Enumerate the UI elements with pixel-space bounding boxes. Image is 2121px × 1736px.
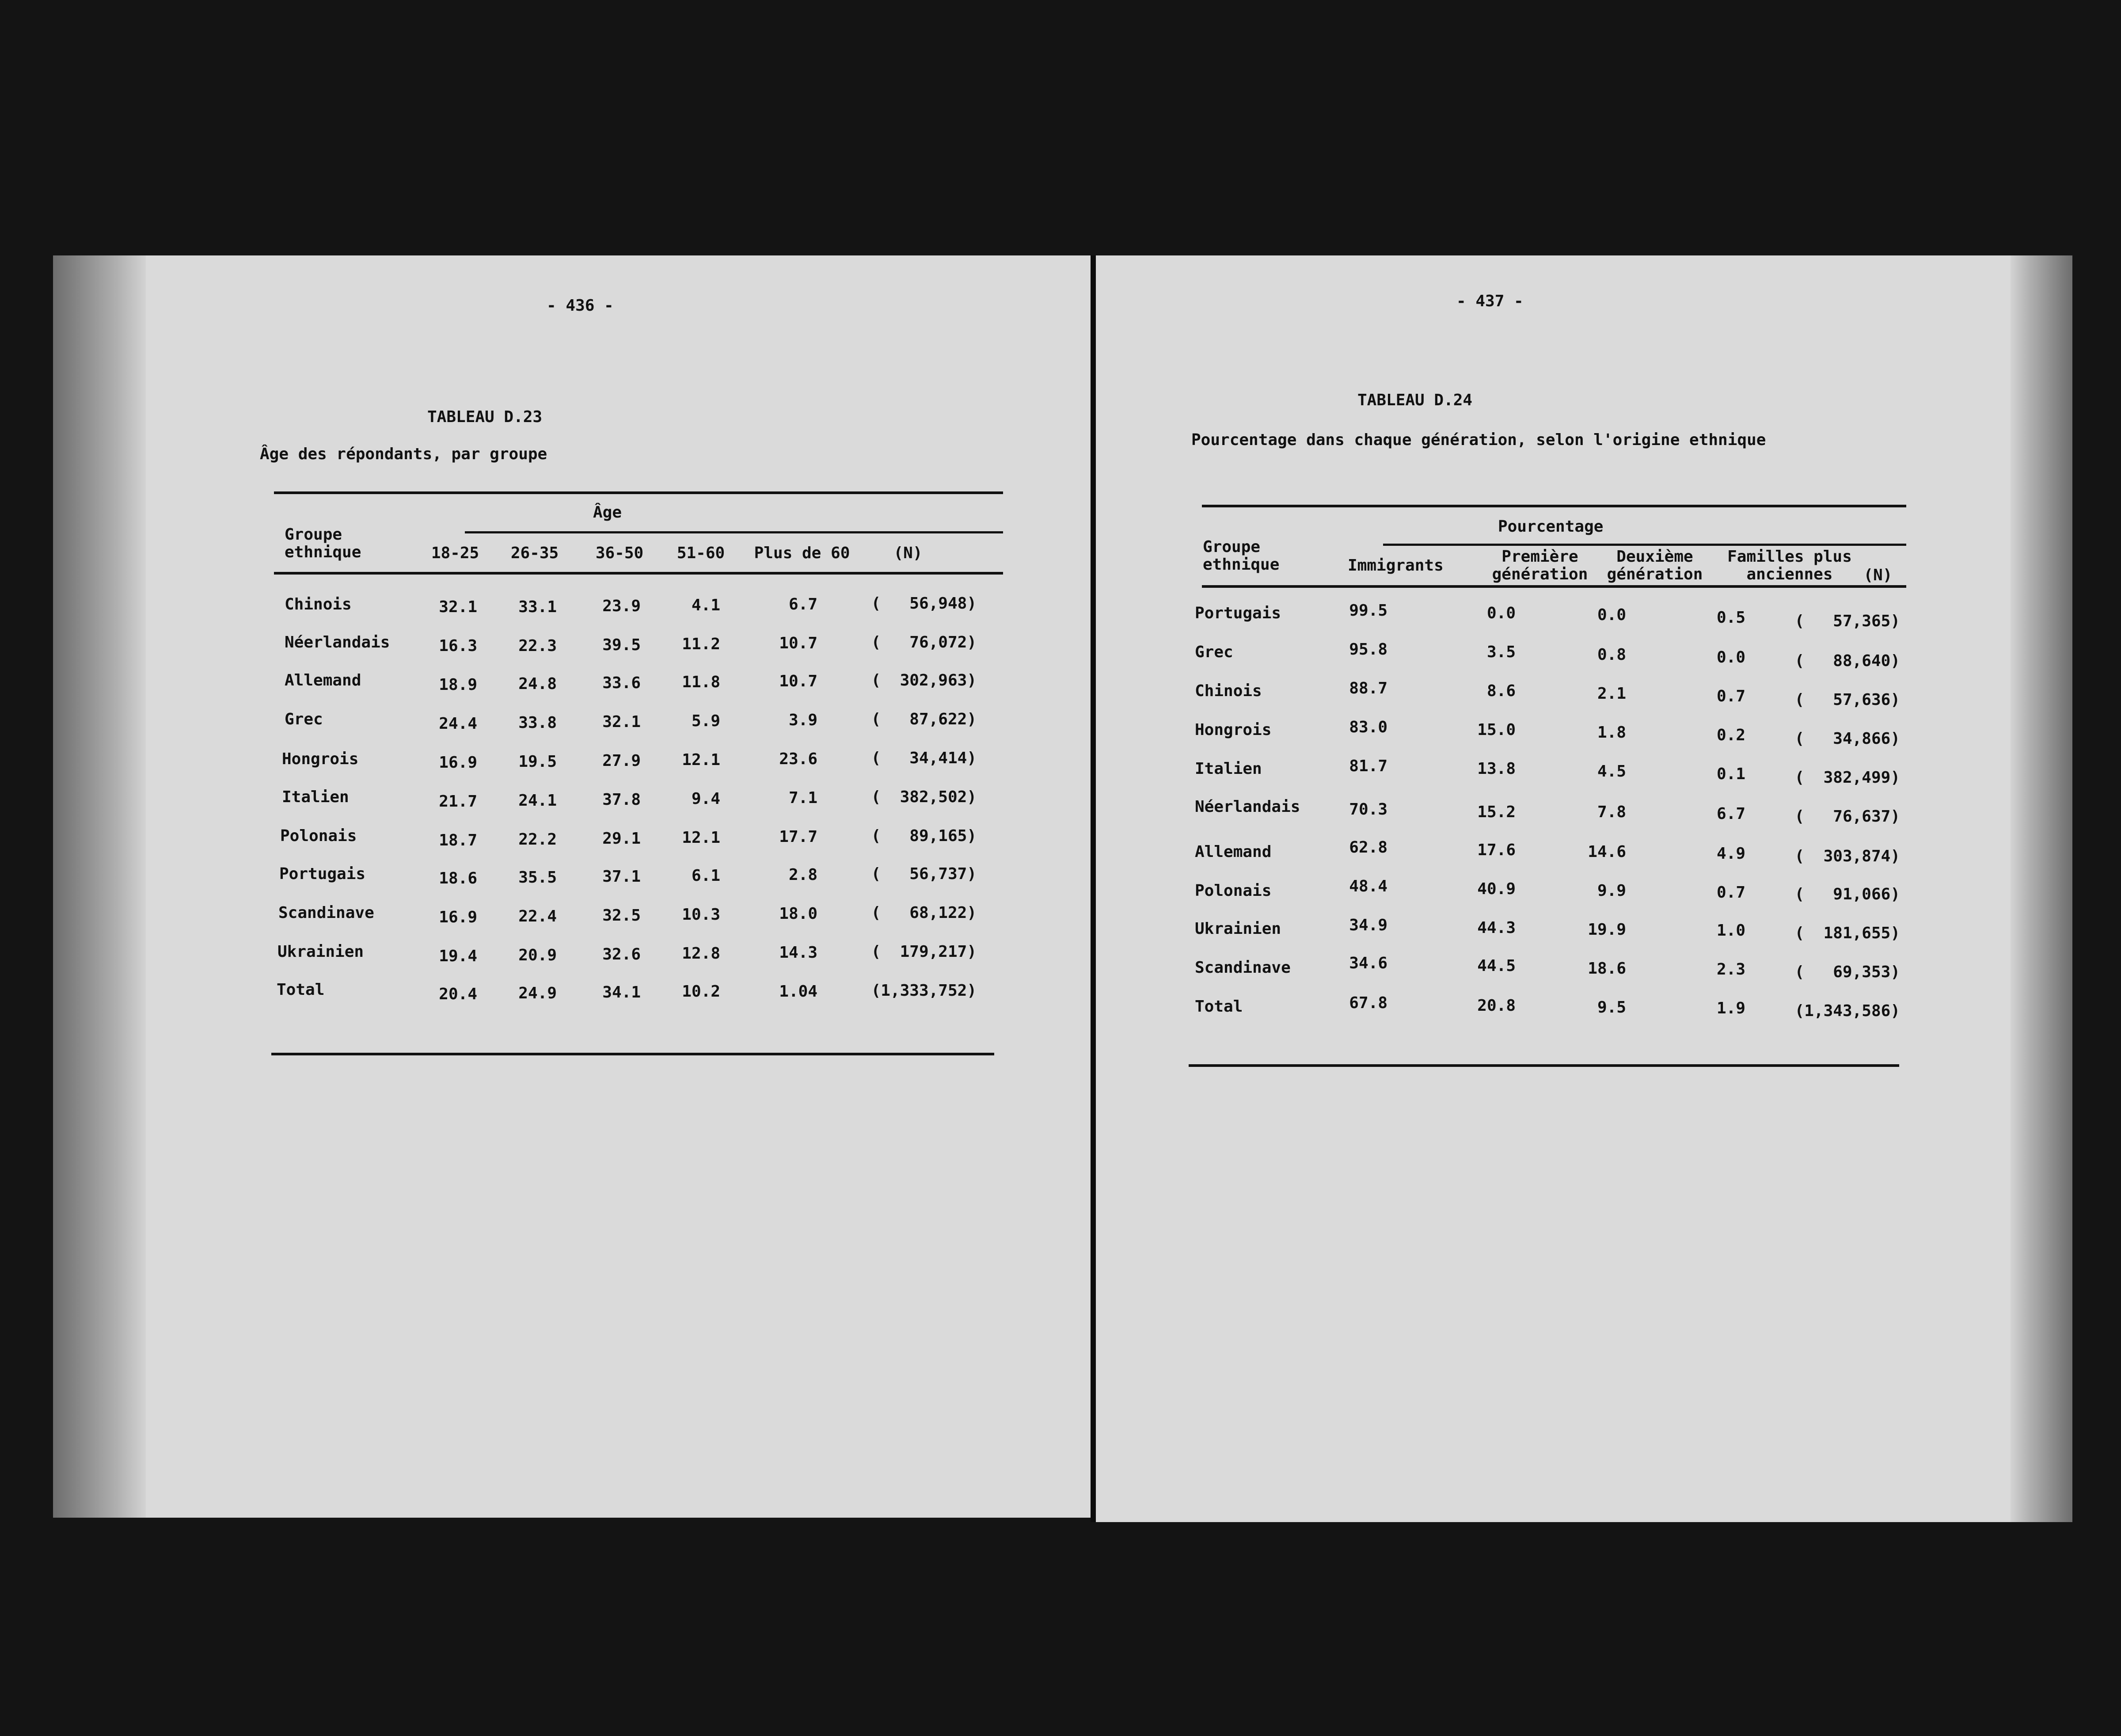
cell-older-families: 4.9 [1716,845,1745,863]
cell-over-60: 1.04 [779,982,817,1001]
cell-first-generation: 44.3 [1477,919,1516,937]
cell-n: ( 56,737) [871,865,977,883]
cell-first-generation: 20.8 [1477,997,1516,1015]
cell-over-60: 10.7 [779,634,817,652]
table-title: Pourcentage dans chaque génération, selon l'origine ethnique [1191,431,1766,449]
cell-over-60: 18.0 [779,905,817,923]
cell-older-families: 2.3 [1716,960,1745,978]
cell-26-35: 24.9 [518,984,557,1002]
cell-over-60: 14.3 [779,944,817,962]
right-page [1096,255,2072,1522]
row-label: Polonais [1195,882,1272,900]
cell-51-60: 10.2 [682,982,720,1001]
cell-second-generation: 1.8 [1597,723,1626,742]
book-gutter [1091,255,1096,1522]
cell-n: ( 302,963) [871,671,977,689]
percent-span-header: Pourcentage [1498,518,1604,536]
cell-second-generation: 14.6 [1588,843,1626,861]
header-36-50: 36-50 [595,544,644,562]
cell-26-35: 22.2 [518,830,557,849]
cell-18-25: 32.1 [439,598,477,616]
cell-51-60: 4.1 [691,596,720,614]
cell-first-generation: 44.5 [1477,957,1516,975]
cell-n: ( 91,066) [1794,885,1900,903]
row-label: Hongrois [1195,721,1272,739]
row-label: Portugais [1195,604,1281,622]
cell-26-35: 24.1 [518,792,557,810]
cell-18-25: 20.4 [439,985,477,1003]
cell-immigrants: 88.7 [1349,679,1387,697]
header-ethnic-group: Groupe ethnique [285,525,361,561]
row-label: Allemand [1195,843,1272,861]
cell-immigrants: 62.8 [1349,838,1387,857]
row-label: Scandinave [278,904,374,922]
row-label: Polonais [280,827,357,845]
cell-second-generation: 7.8 [1597,803,1626,821]
cell-first-generation: 40.9 [1477,880,1516,898]
cell-36-50: 27.9 [602,752,641,770]
cell-second-generation: 9.5 [1597,998,1626,1016]
cell-n: ( 88,640) [1794,652,1900,670]
cell-immigrants: 48.4 [1349,877,1387,895]
cell-older-families: 0.7 [1716,687,1745,705]
row-label: Hongrois [282,750,359,768]
cell-51-60: 9.4 [691,790,720,808]
cell-n: ( 303,874) [1794,847,1900,865]
cell-immigrants: 70.3 [1349,800,1387,819]
cell-n: ( 57,365) [1794,612,1900,630]
cell-second-generation: 4.5 [1597,762,1626,780]
row-label: Chinois [285,595,352,613]
cell-51-60: 12.1 [682,829,720,847]
cell-n: ( 179,217) [871,943,977,961]
row-label: Total [277,981,325,999]
cell-first-generation: 3.5 [1486,643,1516,661]
page-edge-shadow [53,255,146,1518]
cell-n: ( 34,866) [1794,730,1900,748]
cell-first-generation: 13.8 [1477,760,1516,778]
cell-first-generation: 17.6 [1477,841,1516,859]
cell-second-generation: 0.0 [1597,606,1626,624]
row-label: Scandinave [1195,959,1291,977]
cell-n: ( 34,414) [871,749,977,767]
cell-over-60: 7.1 [788,789,817,807]
page-edge-shadow [2011,255,2072,1522]
cell-over-60: 3.9 [788,711,817,729]
cell-26-35: 20.9 [518,946,557,964]
header-51-60: 51-60 [677,544,725,562]
left-page [53,255,1091,1518]
cell-n: ( 89,165) [871,827,977,845]
cell-second-generation: 18.6 [1588,959,1626,978]
cell-over-60: 2.8 [788,866,817,884]
cell-26-35: 33.1 [518,598,557,616]
cell-51-60: 12.1 [682,751,720,769]
row-label: Néerlandais [1195,798,1300,816]
cell-36-50: 33.6 [602,674,641,692]
header-n: (N) [893,544,923,562]
cell-36-50: 34.1 [602,983,641,1001]
row-label: Ukrainien [1195,920,1281,938]
header-ethnic-group: Groupe ethnique [1203,538,1280,574]
cell-n: ( 87,622) [871,710,977,728]
cell-immigrants: 95.8 [1349,640,1387,659]
cell-immigrants: 67.8 [1349,994,1387,1012]
cell-51-60: 12.8 [682,944,720,963]
cell-36-50: 29.1 [602,830,641,848]
cell-36-50: 32.6 [602,945,641,963]
row-label: Néerlandais [285,633,390,651]
cell-n: ( 56,948) [871,594,977,613]
cell-51-60: 10.3 [682,906,720,924]
age-span-rule [465,531,1003,533]
table-bottom-rule [1189,1064,1899,1067]
cell-n: ( 181,655) [1794,924,1900,942]
page-number: - 437 - [1456,292,1524,310]
header-older-families: Familles plus anciennes [1727,548,1852,583]
cell-n: ( 76,637) [1794,807,1900,826]
header-18-25: 18-25 [431,544,479,562]
cell-immigrants: 99.5 [1349,602,1387,620]
table-bottom-rule [271,1053,994,1055]
cell-immigrants: 34.6 [1349,954,1387,972]
header-first-generation: Première génération [1492,548,1588,583]
cell-n: ( 68,122) [871,904,977,922]
cell-n: (1,343,586) [1794,1002,1900,1020]
cell-26-35: 22.3 [518,637,557,655]
cell-18-25: 16.9 [439,754,477,772]
page-number: - 436 - [547,297,614,315]
cell-18-25: 24.4 [439,715,477,733]
cell-second-generation: 0.8 [1597,646,1626,664]
cell-26-35: 24.8 [518,675,557,693]
header-bottom-rule [274,572,1003,575]
cell-over-60: 10.7 [779,672,817,690]
cell-51-60: 6.1 [691,867,720,885]
cell-51-60: 11.8 [682,673,720,691]
cell-older-families: 1.0 [1716,921,1745,940]
row-label: Grec [285,710,323,728]
cell-36-50: 23.9 [602,597,641,615]
cell-immigrants: 81.7 [1349,757,1387,775]
cell-51-60: 5.9 [691,712,720,730]
cell-older-families: 0.5 [1716,609,1745,627]
table-title: Âge des répondants, par groupe [260,445,547,463]
cell-first-generation: 15.0 [1477,721,1516,739]
cell-second-generation: 19.9 [1588,921,1626,939]
cell-over-60: 6.7 [788,595,817,613]
percent-span-rule [1383,544,1906,546]
cell-36-50: 37.1 [602,868,641,886]
row-label: Italien [1195,760,1262,778]
cell-second-generation: 2.1 [1597,685,1626,703]
cell-older-families: 0.7 [1716,883,1745,902]
cell-26-35: 22.4 [518,907,557,925]
cell-older-families: 6.7 [1716,805,1745,823]
cell-n: (1,333,752) [871,982,977,1000]
cell-51-60: 11.2 [682,635,720,653]
cell-n: ( 76,072) [871,633,977,651]
cell-n: ( 382,502) [871,788,977,806]
row-label: Italien [282,788,349,806]
cell-26-35: 19.5 [518,753,557,771]
cell-older-families: 0.1 [1716,765,1745,783]
header-n: (N) [1863,566,1893,584]
cell-n: ( 69,353) [1794,963,1900,981]
header-second-generation: Deuxième génération [1607,548,1703,583]
row-label: Ukrainien [277,943,364,961]
cell-older-families: 1.9 [1716,999,1745,1017]
cell-18-25: 18.7 [439,831,477,849]
cell-36-50: 32.1 [602,713,641,731]
cell-immigrants: 83.0 [1349,718,1387,736]
header-26-35: 26-35 [510,544,559,562]
row-label: Chinois [1195,682,1262,700]
cell-18-25: 18.6 [439,869,477,887]
table-top-rule [274,491,1003,494]
cell-n: ( 382,499) [1794,769,1900,787]
cell-second-generation: 9.9 [1597,882,1626,900]
table-id: TABLEAU D.23 [427,408,543,426]
table-id: TABLEAU D.24 [1357,391,1473,409]
header-immigrants: Immigrants [1348,556,1444,575]
cell-36-50: 37.8 [602,791,641,809]
cell-immigrants: 34.9 [1349,916,1387,934]
cell-over-60: 17.7 [779,828,817,846]
table-top-rule [1202,505,1906,507]
header-over-60: Plus de 60 [754,544,850,562]
cell-18-25: 16.9 [439,908,477,926]
cell-18-25: 18.9 [439,676,477,694]
row-label: Portugais [279,865,366,883]
cell-18-25: 16.3 [439,637,477,655]
cell-18-25: 21.7 [439,792,477,811]
cell-first-generation: 0.0 [1486,604,1516,622]
cell-26-35: 35.5 [518,868,557,887]
cell-n: ( 57,636) [1794,691,1900,709]
cell-older-families: 0.2 [1716,726,1745,744]
cell-18-25: 19.4 [439,947,477,965]
cell-26-35: 33.8 [518,714,557,732]
cell-older-families: 0.0 [1716,648,1745,666]
cell-first-generation: 8.6 [1486,682,1516,700]
age-span-header: Âge [593,503,622,522]
row-label: Total [1195,997,1243,1016]
cell-36-50: 32.5 [602,906,641,925]
row-label: Grec [1195,643,1233,661]
cell-over-60: 23.6 [779,750,817,768]
header-bottom-rule [1202,585,1906,588]
row-label: Allemand [285,671,361,689]
cell-36-50: 39.5 [602,636,641,654]
cell-first-generation: 15.2 [1477,803,1516,821]
